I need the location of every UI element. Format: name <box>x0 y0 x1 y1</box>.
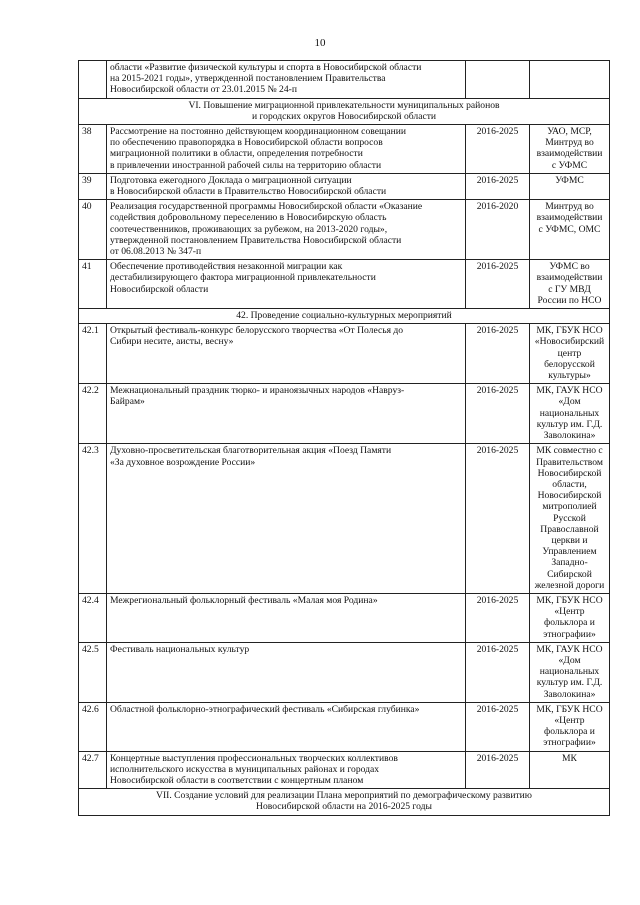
item-responsible-line: взаимодействии <box>536 272 603 284</box>
item-responsible-line: МК совместно с <box>536 445 603 457</box>
item-description-line: от 06.08.2013 № 347-п <box>110 246 202 258</box>
section-heading-line: Новосибирской области на 2016-2025 годы <box>256 801 432 813</box>
item-description-line: Фестиваль национальных культур <box>110 643 250 655</box>
item-description-line: области «Развитие физической культуры и спорта в Новосибирской области <box>110 62 422 73</box>
item-responsible-line: «Центр <box>554 606 585 618</box>
item-responsible-line: МК, ГБУК НСО <box>536 594 603 606</box>
item-description <box>107 642 466 702</box>
action-plan-table <box>78 60 610 816</box>
item-responsible <box>530 173 610 199</box>
item-description-line: Сибири несите, аисты, весну» <box>110 336 234 348</box>
item-responsible-line: национальных <box>539 407 600 419</box>
item-period: 2016-2025 <box>466 125 530 174</box>
item-description <box>107 61 466 99</box>
table-row <box>79 61 610 99</box>
item-period: 2016-2020 <box>466 200 530 260</box>
item-description-line: Рассмотрение на постоянно действующем координационном совещании <box>110 126 407 138</box>
item-responsible-line: УФМС во <box>549 261 590 273</box>
page-number: 10 <box>314 37 326 49</box>
item-number <box>79 61 107 99</box>
item-description-line: Открытый фестиваль-конкурс белорусского творчества «От Полесья до <box>110 325 404 337</box>
section-heading-row <box>79 309 610 324</box>
item-description <box>107 444 466 594</box>
item-description-line: миграционной политики в области, определения потребности <box>110 148 363 160</box>
item-responsible-line: Минтруд во <box>545 137 594 149</box>
item-number: 42.4 <box>79 593 107 642</box>
item-description-line: Подготовка ежегодного Доклада о миграционной ситуации <box>110 174 352 186</box>
item-responsible <box>530 61 610 99</box>
item-responsible-line: Правительством <box>536 456 603 468</box>
item-responsible-line: МК, ГБУК НСО <box>536 703 603 715</box>
item-responsible <box>530 751 610 789</box>
item-responsible <box>530 384 610 444</box>
section-heading-line: VI. Повышение миграционной привлекательности муниципальных районов <box>188 99 500 111</box>
item-responsible-line: фольклора и <box>544 617 595 629</box>
item-description <box>107 125 466 174</box>
item-responsible-line: Минтруд во <box>545 201 594 213</box>
item-responsible-line: Управлением <box>542 546 597 558</box>
item-description <box>107 200 466 260</box>
item-description-line: Реализация государственной программы Новосибирской области «Оказание <box>110 201 423 213</box>
item-responsible-line: культуры» <box>548 370 591 382</box>
item-responsible-line: «Новосибирский <box>534 336 605 348</box>
item-number: 42.1 <box>79 324 107 384</box>
item-description-line: Новосибирской области <box>110 283 209 295</box>
item-description-line: Межнациональный праздник тюрко- и ираноязычных народов «Навруз- <box>110 385 405 397</box>
section-heading-row <box>79 98 610 124</box>
item-responsible-line: белорусской <box>544 358 595 370</box>
item-responsible-line: культур им. Г.Д. <box>536 677 603 689</box>
item-description-line: по обеспечению правопорядка в Новосибирской области вопросов <box>110 137 383 149</box>
table-row <box>79 702 610 751</box>
item-responsible-line: «Центр <box>554 714 585 726</box>
item-description-line: Обеспечение противодействия незаконной миграции как <box>110 261 343 273</box>
item-description-line: Новосибирской области в соответствии с концертным планом <box>110 774 364 786</box>
item-responsible <box>530 200 610 260</box>
item-responsible-line: церкви и <box>551 534 588 546</box>
item-responsible-line: фольклора и <box>544 726 595 738</box>
table-row <box>79 593 610 642</box>
item-responsible-line: России по НСО <box>537 294 602 306</box>
item-description <box>107 751 466 789</box>
item-period: 2016-2025 <box>466 642 530 702</box>
item-responsible-line: «Дом <box>558 396 581 408</box>
section-heading <box>79 789 610 815</box>
item-description-line: Областной фольклорно-этнографический фестиваль «Сибирская глубинка» <box>110 703 420 715</box>
item-number: 40 <box>79 200 107 260</box>
item-responsible-line: УФМС <box>555 174 584 186</box>
item-period: 2016-2025 <box>466 384 530 444</box>
item-number: 41 <box>79 260 107 309</box>
table-row <box>79 125 610 174</box>
item-description-line: дестабилизирующего фактора миграционной привлекательности <box>110 272 376 284</box>
item-responsible-line: МК <box>562 752 577 764</box>
table-row <box>79 260 610 309</box>
item-description-line: Новосибирской области от 23.01.2015 № 24-п <box>110 84 297 96</box>
item-description <box>107 324 466 384</box>
item-description-line: на 2015-2021 годы», утвержденной постановлением Правительства <box>110 73 386 85</box>
item-description <box>107 260 466 309</box>
item-description <box>107 702 466 751</box>
item-number: 42.7 <box>79 751 107 789</box>
item-responsible-line: области, <box>552 478 587 490</box>
item-responsible-line: этнографии» <box>543 628 596 640</box>
item-period: 2016-2025 <box>466 324 530 384</box>
section-heading-line: VII. Создание условий для реализации Плана мероприятий по демографическому развитию <box>156 790 532 802</box>
item-period: 2016-2025 <box>466 751 530 789</box>
section-heading-line: 42. Проведение социально-культурных мероприятий <box>236 310 452 322</box>
item-responsible-line: железной дороги <box>534 579 605 591</box>
item-responsible-line: Заволокина» <box>543 430 596 442</box>
item-description-line: Духовно-просветительская благотворительная акция «Поезд Памяти <box>110 445 392 457</box>
item-description <box>107 173 466 199</box>
item-responsible-line: Православной <box>540 523 599 535</box>
action-plan-body <box>79 61 610 816</box>
item-responsible-line: с УФМС, ОМС <box>538 223 601 235</box>
item-responsible-line: культур им. Г.Д. <box>536 418 603 430</box>
table-row <box>79 384 610 444</box>
item-description-line: Межрегиональный фольклорный фестиваль «Малая моя Родина» <box>110 594 378 606</box>
section-heading <box>79 98 610 124</box>
item-description-line: соотечественников, проживающих за рубежом, на 2013-2020 годы», <box>110 223 388 235</box>
item-responsible-line: с ГУ МВД <box>548 283 591 295</box>
item-responsible-line: центр <box>557 347 582 359</box>
item-responsible-line: взаимодействии <box>536 148 603 160</box>
item-number: 42.5 <box>79 642 107 702</box>
table-row <box>79 173 610 199</box>
section-heading-row <box>79 789 610 815</box>
item-description-line: в привлечении иностранной рабочей силы на территорию области <box>110 159 382 171</box>
item-responsible <box>530 324 610 384</box>
item-responsible-line: МК, ГАУК НСО <box>536 643 603 655</box>
item-responsible-line: митрополией <box>542 501 597 513</box>
item-description-line: Байрам» <box>110 396 145 408</box>
item-period: 2016-2025 <box>466 173 530 199</box>
item-responsible-line: УАО, МСР, <box>547 126 592 138</box>
section-heading <box>79 309 610 324</box>
item-period <box>466 61 530 99</box>
table-row <box>79 751 610 789</box>
item-responsible-line: с УФМС <box>551 159 588 171</box>
item-responsible-line: национальных <box>539 666 600 678</box>
item-description-line: утвержденной постановлением Правительства Новосибирской области <box>110 234 402 246</box>
item-number: 38 <box>79 125 107 174</box>
item-responsible-line: МК, ГБУК НСО <box>536 325 603 337</box>
item-period: 2016-2025 <box>466 444 530 594</box>
item-responsible-line: Новосибирской <box>537 490 602 502</box>
item-responsible <box>530 444 610 594</box>
item-number: 39 <box>79 173 107 199</box>
table-row <box>79 642 610 702</box>
table-row <box>79 444 610 594</box>
item-responsible <box>530 593 610 642</box>
item-responsible <box>530 260 610 309</box>
item-description-line: в Новосибирской области в Правительство Новосибирской области <box>110 186 387 198</box>
item-responsible-line: Русской <box>553 512 586 524</box>
item-responsible <box>530 702 610 751</box>
item-description <box>107 384 466 444</box>
item-responsible <box>530 642 610 702</box>
item-description <box>107 593 466 642</box>
section-heading-line: и городских округов Новосибирской области <box>251 110 437 122</box>
item-responsible-line: Сибирской <box>547 568 592 580</box>
item-responsible-line: Западно- <box>551 557 588 569</box>
item-responsible-line: этнографии» <box>543 737 596 749</box>
item-description-line: содействия добровольному переселению в Новосибирскую область <box>110 212 387 224</box>
item-responsible <box>530 125 610 174</box>
item-description-line: исполнительского искусства в муниципальных районах и городах <box>110 763 380 775</box>
item-number: 42.6 <box>79 702 107 751</box>
item-responsible-line: «Дом <box>558 654 581 666</box>
item-responsible-line: МК, ГАУК НСО <box>536 385 603 397</box>
item-period: 2016-2025 <box>466 702 530 751</box>
item-period: 2016-2025 <box>466 260 530 309</box>
item-responsible-line: Заволокина» <box>543 688 596 700</box>
item-number: 42.3 <box>79 444 107 594</box>
item-period: 2016-2025 <box>466 593 530 642</box>
item-responsible-line: Новосибирской <box>537 467 602 479</box>
item-description-line: «За духовное возрождение России» <box>110 456 256 468</box>
table-row <box>79 324 610 384</box>
item-number: 42.2 <box>79 384 107 444</box>
item-responsible-line: взаимодействии <box>536 212 603 224</box>
item-description-line: Концертные выступления профессиональных творческих коллективов <box>110 752 398 764</box>
table-row <box>79 200 610 260</box>
